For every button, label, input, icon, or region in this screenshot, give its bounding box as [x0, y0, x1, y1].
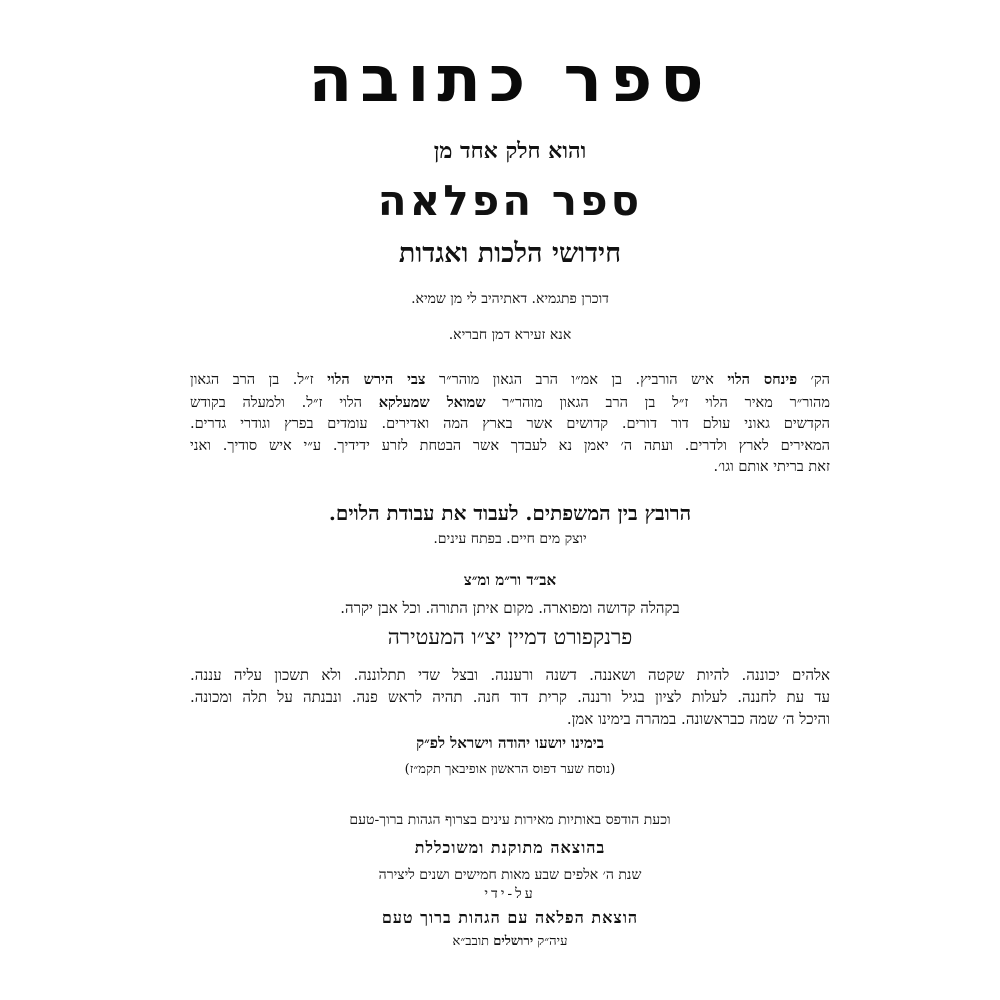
ancestor-name: שמואל שמעלקא: [378, 393, 486, 411]
author-paragraph: [190, 369, 830, 479]
by-line: על-ידי: [484, 886, 536, 902]
author-text: הלוי ז״ל. ולמעלה בקודש: [190, 394, 379, 411]
city-name: ירושלים: [493, 934, 534, 949]
author-line-1: [190, 369, 830, 392]
author-text: ז״ל. בן הרב הגאון: [190, 372, 328, 388]
part-of-line: והוא חלק אחד מן: [433, 138, 587, 164]
author-text: הק׳: [797, 372, 830, 388]
place-text: עיה״ק: [533, 934, 568, 949]
year-chronogram: בימינו יושעו יהודה וישראל לפ״ק: [416, 734, 604, 752]
work-subtitle: חידושי הלכות ואגדות: [398, 238, 622, 269]
blessing-line-1: אלהים יכוננה. להיות שקטה ושאננה. דשנה ורעננה. ובצל שדי תתלוננה. ולא תשכון עליה עננה.: [190, 666, 830, 684]
publisher-line: הוצאת הפלאה עם הגהות ברוך טעם: [381, 908, 639, 927]
title-page: [190, 0, 830, 1000]
blessing-paragraph: [190, 664, 830, 730]
author-name: פינחס הלוי: [727, 371, 798, 388]
author-line-3: הקדשים גאוני עולם דור דורים. קדושים אשר בארץ המה ואדירים. עומדים בפרץ וגודרי גדרים.: [190, 416, 830, 432]
motto-line-1: דוכרן פתגמיא. דאתיהיב לי מן שמיא.: [411, 291, 609, 307]
community-line: בקהלה קדושה ומפוארה. מקום איתן התורה. וכל אבן יקרה.: [340, 599, 680, 617]
blessing-line-2: עד עת לחננה. לעלות לציון בגיל ורננה. קרית דוד חנה. תהיה לראש פנה. ונבנתה על תלה ומכונה.: [190, 688, 830, 706]
yotzek-line: יוצק מים חיים. בפתח עינים.: [433, 531, 587, 547]
author-text: איש הורביץ. בן אמ״ו הרב הגאון מוהר״ר: [425, 372, 728, 388]
author-line-5: זאת בריתי אותם וגו׳.: [713, 459, 830, 475]
edition-line: בהוצאה מתוקנת ומשוכללת: [414, 838, 606, 857]
place-line: [190, 935, 830, 948]
father-name: צבי הירש הלוי: [327, 371, 426, 388]
city-line: פרנקפורט דמיין יצ״ו המעטירה: [387, 625, 633, 649]
place-text: תובב״א: [452, 934, 494, 949]
year-line: שנת ה׳ אלפים שבע מאות חמישים ושנים ליצירה: [378, 867, 642, 883]
author-line-2: [190, 392, 830, 415]
author-line-4: המאירים לארץ ולדרים. ועתה ה׳ יאמן נא לעבדך אשר הבטחת לזרע ידידיך. ע״י איש סודיך. ואני: [190, 437, 830, 454]
rouvetz-line: הרובץ בין המשפתים. לעבוד את עבודת הלוים.: [328, 501, 692, 525]
reprint-note: וכעת הודפס באותיות מאירות עינים בצרוף הגהות ברוך-טעם: [349, 812, 671, 828]
position-line: אב״ד ור״מ ומ״צ: [463, 571, 557, 589]
blessing-line-3: והיכל ה׳ שמה כבראשונה. במהרה בימינו אמן.: [566, 710, 830, 728]
work-title: ספר הפלאה: [377, 176, 643, 225]
first-edition-note: (נוסח שער דפוס הראשון אופיבאך תקמ״ז): [404, 762, 616, 777]
motto-line-2: אנא זעירא דמן חבריא.: [448, 327, 572, 343]
author-text: מהור״ר מאיר הלוי ז״ל בן הרב הגאון מוהר״ר: [485, 394, 830, 411]
book-title: ספר כתובה: [308, 43, 712, 117]
